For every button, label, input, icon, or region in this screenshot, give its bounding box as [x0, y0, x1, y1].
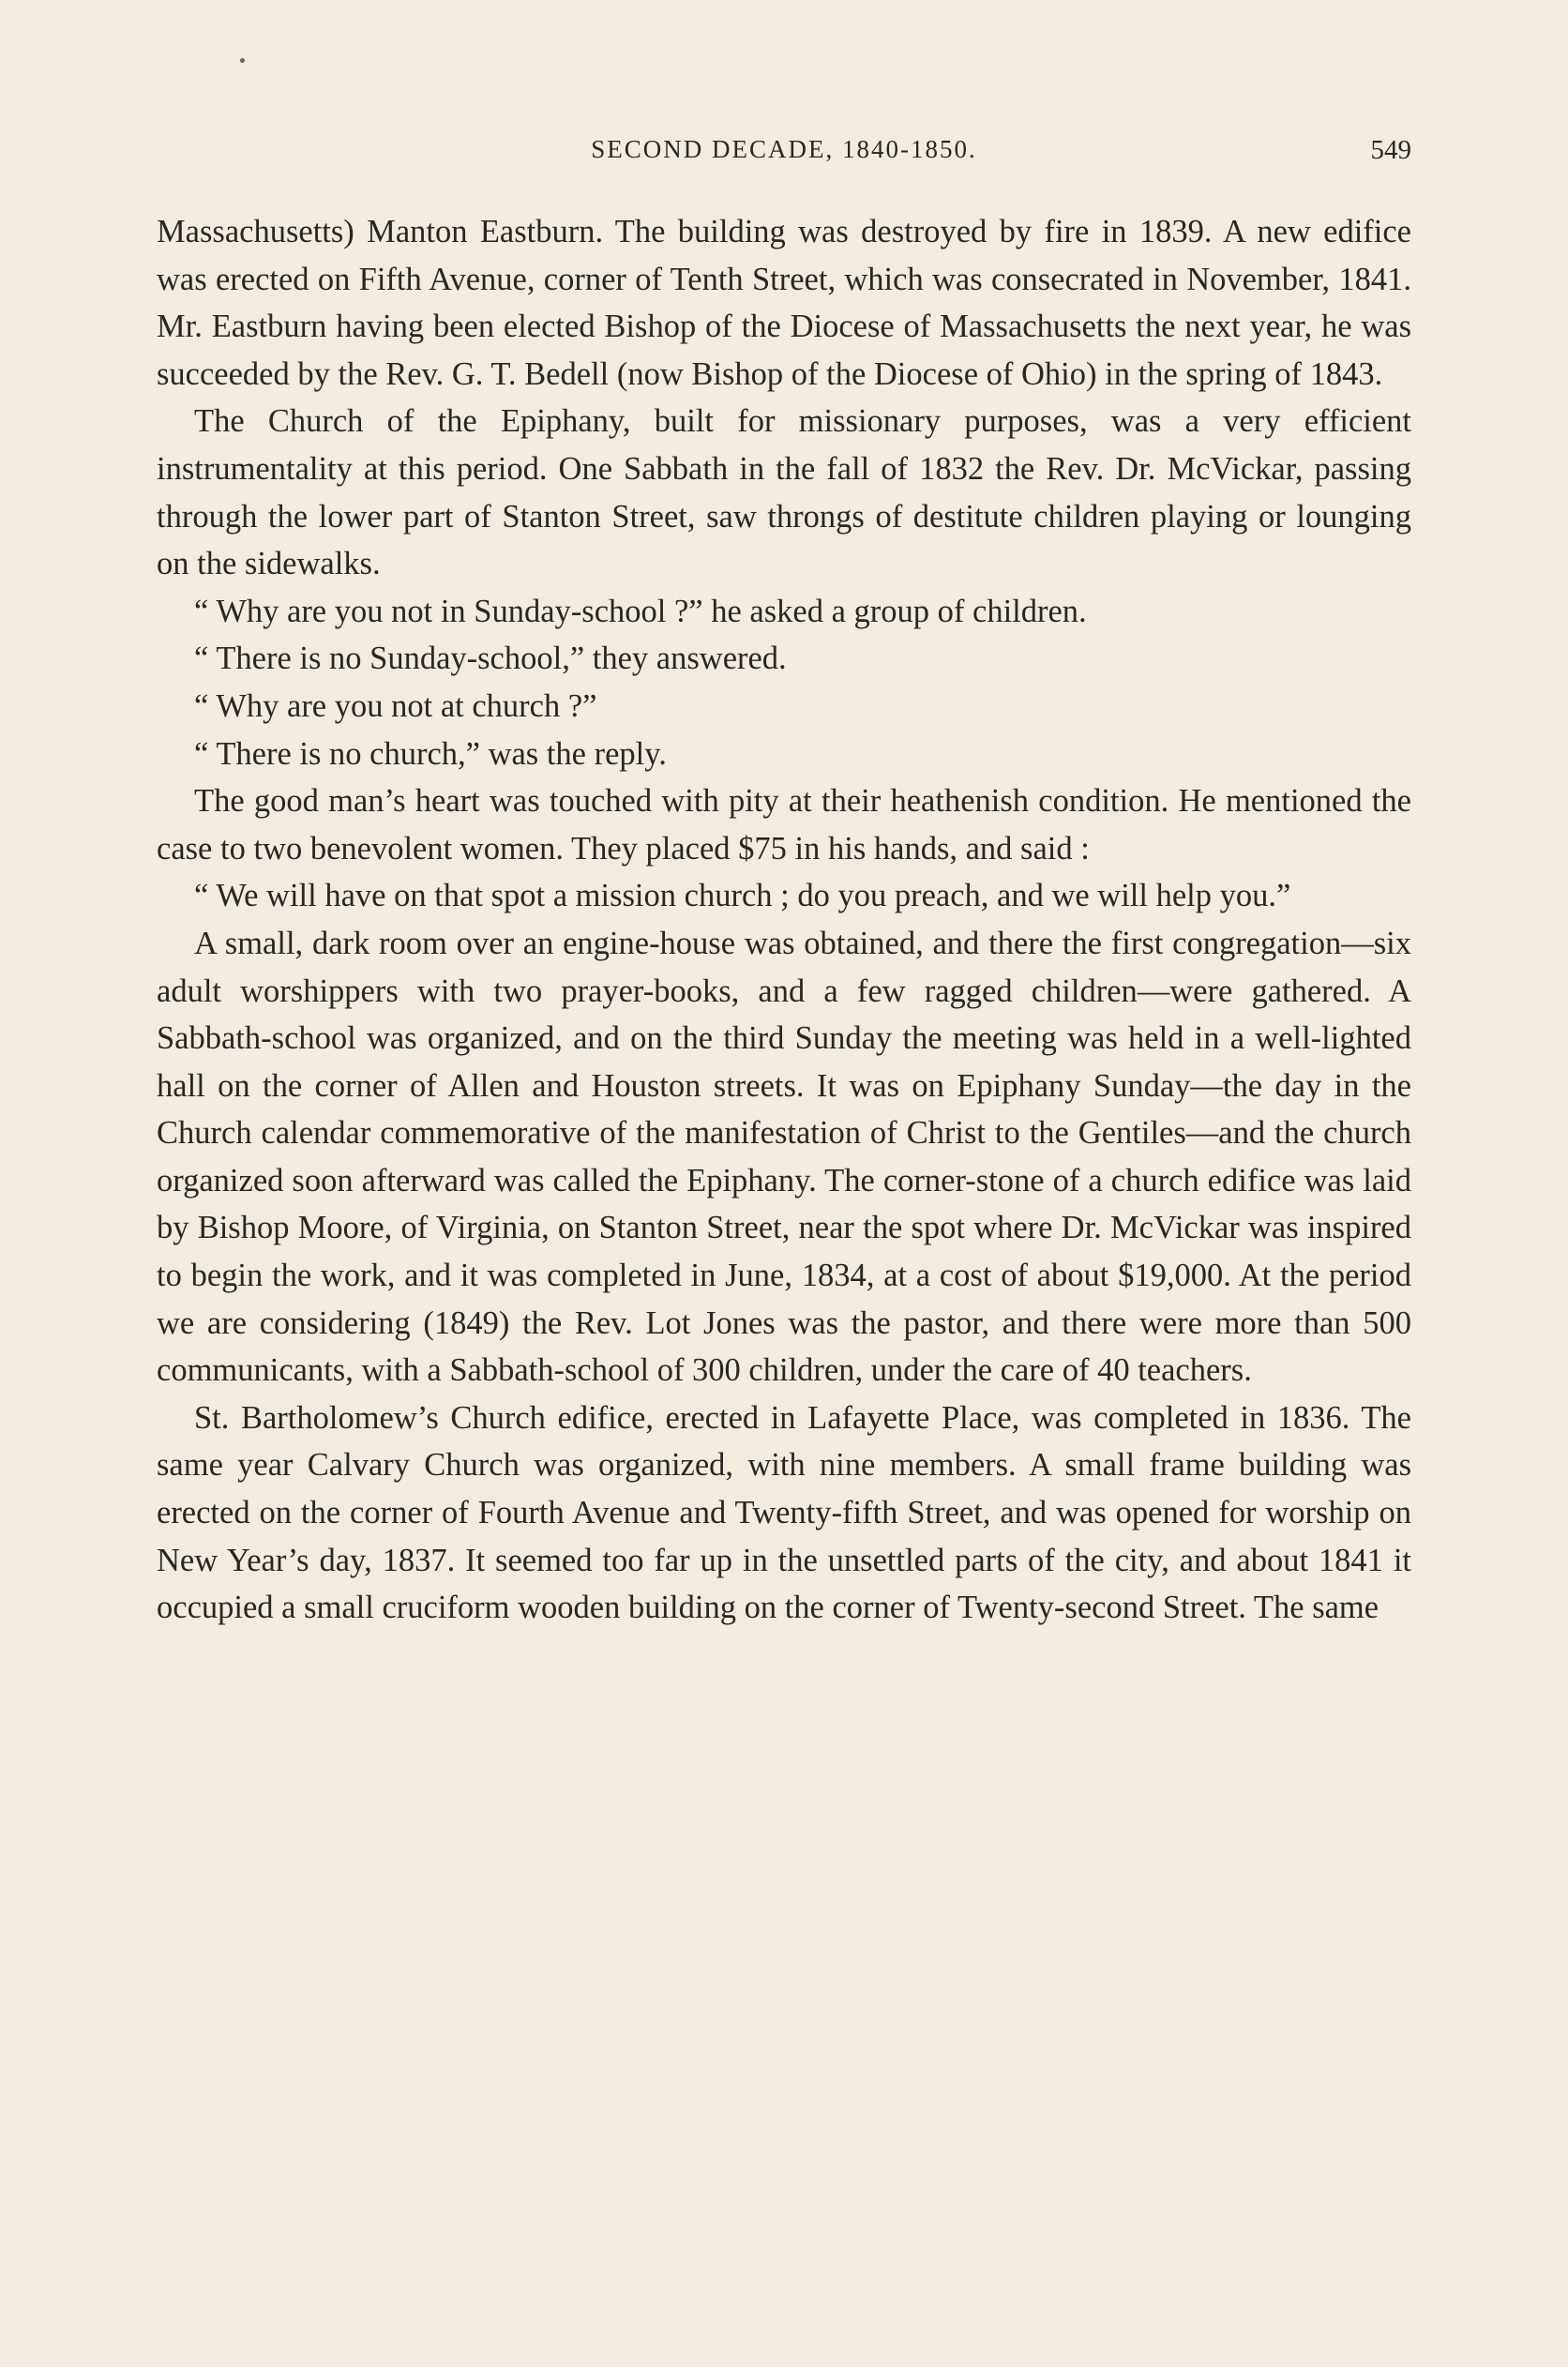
paragraph: “ Why are you not in Sunday-school ?” he asked a group of children.: [194, 593, 1087, 629]
paragraph: “ Why are you not at church ?”: [194, 687, 597, 724]
paragraph: “ There is no church,” was the reply.: [194, 735, 667, 772]
body-text: [157, 208, 1411, 1632]
page-header: [157, 131, 1411, 169]
paragraph: St. Bartholomew’s Church edifice, erected in Lafayette Place, was completed in 1836. The same year Calvary Church was organized, with nine members. A small frame building was erected on the corner of Fourth Avenue and Twenty-fifth Street, and was opened for worship on New Year’s day, 1837. It seemed too far up in the unsettled parts of the city, and about 1841 it occupied a small cruciform wooden building on the corner of Twenty-second Street. The same: [157, 1399, 1411, 1626]
paragraph: “ There is no Sunday-school,” they answered.: [194, 641, 787, 677]
running-head: SECOND DECADE, 1840-1850.: [591, 135, 977, 163]
paragraph: The Church of the Epiphany, built for missionary purposes, was a very efficient instrumentality at this period. One Sabbath in the fall of 1832 the Rev. Dr. McVickar, passing through the lower part of Stanton Street, saw throngs of destitute children playing or lounging on the sidewalks.: [157, 403, 1411, 582]
print-speck: [240, 58, 245, 63]
book-page: [157, 131, 1411, 1632]
paragraph: Massachusetts) Manton Eastburn. The building was destroyed by fire in 1839. A new edifice was erected on Fifth Avenue, corner of Tenth Street, which was consecrated in November, 1841. Mr. Eastburn having been elected Bishop of the Diocese of Massachusetts the next year, he was succeeded by the Rev. G. T. Bedell (now Bishop of the Diocese of Ohio) in the spring of 1843.: [157, 214, 1411, 392]
paragraph: A small, dark room over an engine-house was obtained, and there the first congregation—six adult worshippers with two prayer-books, and a few ragged children—were gathered. A Sabbath-school was organized, and on the third Sunday the meeting was held in a well-lighted hall on the corner of Allen and Houston streets. It was on Epiphany Sunday—the day in the Church calendar commemorative of the manifestation of Christ to the Gentiles—and the church organized soon afterward was called the Epiphany. The corner-stone of a church edifice was laid by Bishop Moore, of Virginia, on Stanton Street, near the spot where Dr. McVickar was inspired to begin the work, and it was completed in June, 1834, at a cost of about $19,000. At the period we are considering (1849) the Rev. Lot Jones was the pastor, and there were more than 500 communicants, with a Sabbath-school of 300 children, under the care of 40 teachers.: [157, 925, 1411, 1389]
paragraph: “ We will have on that spot a mission church ; do you preach, and we will help you.”: [194, 878, 1291, 914]
paragraph: The good man’s heart was touched with pity at their heathenish condition. He mentioned the case to two benevolent women. They placed $75 in his hands, and said :: [157, 783, 1411, 867]
page-number: 549: [1370, 135, 1411, 165]
